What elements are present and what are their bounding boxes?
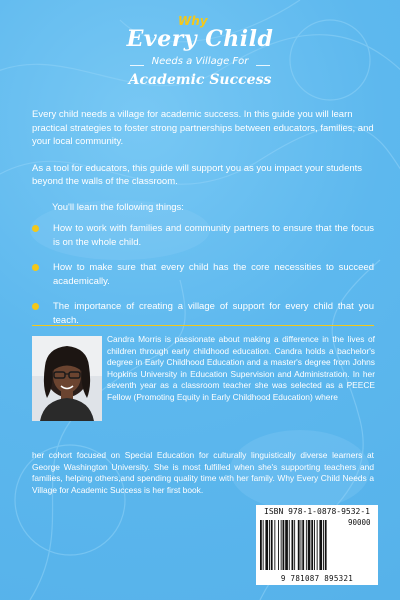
barcode-bar [278, 520, 279, 570]
intro-paragraph-2: As a tool for educators, this guide will support you as you impact your students beyond the walls of the classroom. [32, 162, 363, 187]
barcode-number: 9 781087 895321 [280, 574, 354, 583]
learn-item-text: How to work with families and community partners to ensure that the focus is on the whole child. [53, 223, 374, 248]
barcode-bar [285, 520, 288, 570]
barcode-bar [294, 520, 295, 570]
barcode-bar [292, 520, 294, 570]
barcode-bar [274, 520, 275, 570]
isbn-label: ISBN 978-1-0878-9532-1 [264, 507, 370, 516]
barcode-bar [265, 520, 268, 570]
learn-list-item [32, 222, 374, 249]
barcode-bar [269, 520, 270, 570]
barcode-bar [301, 520, 302, 570]
intro-paragraph-1: Every child needs a village for academic success. In this guide you will learn practical strategies to foster strong partnerships between educators, families, and your local community. [32, 109, 374, 147]
barcode-bar [283, 520, 285, 570]
barcode-bar [317, 520, 318, 570]
barcode-bar [314, 520, 315, 570]
barcode-bar [302, 520, 304, 570]
title-needs-a-village: Needs a Village For [151, 56, 249, 67]
title-why: Why [178, 14, 208, 28]
bullet-dot-icon [32, 225, 39, 232]
author-bio-part-1: Candra Morris is passionate about making a difference in the lives of children through early childhood education. Candra holds a bachelor's degree in Early Childhood Education and a master's degree from Johns Hopkins University in Education Supervision and Administration. In her seventh year as a classroom teacher she was selected as a PEECE Fellow (Promoting Equity in Early Childhood Education) where [107, 334, 375, 402]
learn-item-text: The importance of creating a village of support for every child that you teach. [53, 301, 374, 326]
author-photo [32, 336, 102, 421]
title-every-child: Every Child [126, 26, 274, 52]
barcode-bar [298, 520, 300, 570]
author-portrait-image [32, 336, 102, 421]
barcode-bar [319, 520, 322, 570]
barcode-bar [260, 520, 262, 570]
isbn-barcode [256, 505, 378, 585]
title-academic-success: Academic Success [128, 72, 272, 88]
barcode-bar [271, 520, 273, 570]
learn-list-item [32, 261, 374, 288]
learn-list [32, 222, 374, 339]
bullet-dot-icon [32, 303, 39, 310]
learn-heading: You'll learn the following things: [52, 202, 184, 213]
barcode-bar [281, 520, 282, 570]
learn-list-item [32, 300, 374, 327]
barcode-bar [263, 520, 264, 570]
barcode-bar [289, 520, 290, 570]
barcode-bar [308, 520, 311, 570]
barcode-bar [311, 520, 313, 570]
author-bio-part-2: her cohort focused on Special Education for culturally linguistically diverse learners at George Washington University. She is most fulfilled when she's supporting teachers and families, helping others,and spending quality time with her family. Why Every Child Needs a Village for Academic Success is her first book. [32, 450, 374, 495]
barcode-bar [325, 520, 327, 570]
barcode-bar [323, 520, 324, 570]
section-divider [32, 325, 374, 326]
barcode-bar [306, 520, 307, 570]
barcode-graphic [256, 518, 348, 574]
barcode-price-code: 90000 [348, 518, 371, 527]
learn-item-text: How to make sure that every child has the core necessities to succeed academically. [53, 262, 374, 287]
intro-text [32, 108, 374, 202]
bullet-dot-icon [32, 264, 39, 271]
